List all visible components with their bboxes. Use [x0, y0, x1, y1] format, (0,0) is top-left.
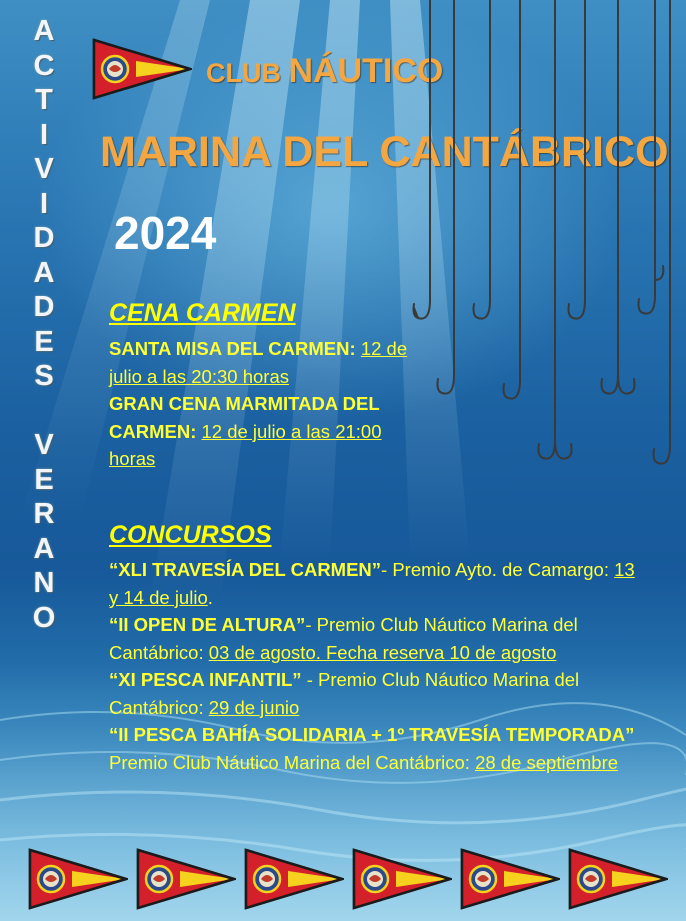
- cena-carmen-details: [109, 335, 429, 473]
- side-letter: I: [39, 118, 49, 151]
- gran-cena-date: 12 de julio a las 21:00 horas: [109, 420, 382, 469]
- contest-2-name: “II OPEN DE ALTURA”: [109, 614, 306, 635]
- contest-1-date: 13 y 14 de julio: [109, 559, 635, 608]
- side-word-actividades-verano: [28, 14, 60, 635]
- side-letter: A: [33, 15, 55, 47]
- santa-misa-label: SANTA MISA DEL CARMEN:: [109, 338, 361, 359]
- side-letter: V: [34, 429, 54, 461]
- contest-1-prize: - Premio Ayto. de Camargo:: [381, 559, 615, 580]
- side-letter: D: [33, 222, 55, 254]
- contest-2-date: 03 de agosto. Fecha reserva 10 de agosto: [208, 641, 557, 663]
- club-burgee-icon: [568, 848, 668, 910]
- club-word: CLUB: [206, 58, 289, 88]
- club-burgee-icon: [92, 38, 192, 100]
- club-burgee-icon: [460, 848, 560, 910]
- club-burgee-icon: [244, 848, 344, 910]
- contest-3-prize: - Premio Club Náutico Marina del Cantábrico:: [109, 669, 580, 718]
- side-letter: V: [34, 153, 54, 185]
- side-letter: N: [33, 567, 55, 599]
- side-letter: A: [33, 256, 55, 289]
- side-letter: C: [33, 49, 55, 82]
- nautico-word: NÁUTICO: [288, 52, 444, 90]
- side-letter: E: [34, 325, 54, 358]
- contest-3-name: “XI PESCA INFANTIL”: [109, 669, 302, 690]
- contest-3-date: 29 de junio: [208, 696, 300, 718]
- santa-misa-date: 12 de julio a las 20:30 horas: [109, 338, 408, 387]
- contest-4-date: 28 de septiembre: [475, 751, 619, 773]
- contest-1-end: .: [207, 586, 213, 608]
- side-letter: I: [39, 187, 49, 220]
- year-label: 2024: [114, 207, 217, 259]
- side-letter: T: [35, 84, 53, 116]
- concursos-title: CONCURSOS: [109, 521, 272, 549]
- club-burgee-icon: [136, 848, 236, 910]
- contest-4-name: “II PESCA BAHÍA SOLIDARIA + 1º TRAVESÍA TEMPORADA”: [109, 724, 635, 745]
- club-burgee-icon: [28, 848, 128, 910]
- gran-cena-label: GRAN CENA MARMITADA DEL CARMEN:: [109, 393, 380, 442]
- contest-2-prize: - Premio Club Náutico Marina del Cantábrico:: [109, 614, 578, 663]
- contest-4-prize: Premio Club Náutico Marina del Cantábrico:: [109, 751, 476, 773]
- cena-carmen-title: CENA CARMEN: [109, 299, 296, 327]
- club-burgee-icon: [352, 848, 452, 910]
- side-letter: A: [33, 532, 55, 565]
- concursos-details: [109, 556, 649, 776]
- side-letter: O: [32, 601, 56, 634]
- contest-1-name: “XLI TRAVESÍA DEL CARMEN”: [109, 559, 382, 580]
- club-name: MARINA DEL CANTÁBRICO: [100, 128, 669, 176]
- side-letter: E: [34, 463, 54, 496]
- fishing-hook-icon: [400, 0, 686, 480]
- side-letter: R: [33, 498, 55, 530]
- side-letter: S: [34, 360, 54, 392]
- burgee-footer-row: [28, 848, 668, 910]
- side-letter: D: [33, 291, 55, 323]
